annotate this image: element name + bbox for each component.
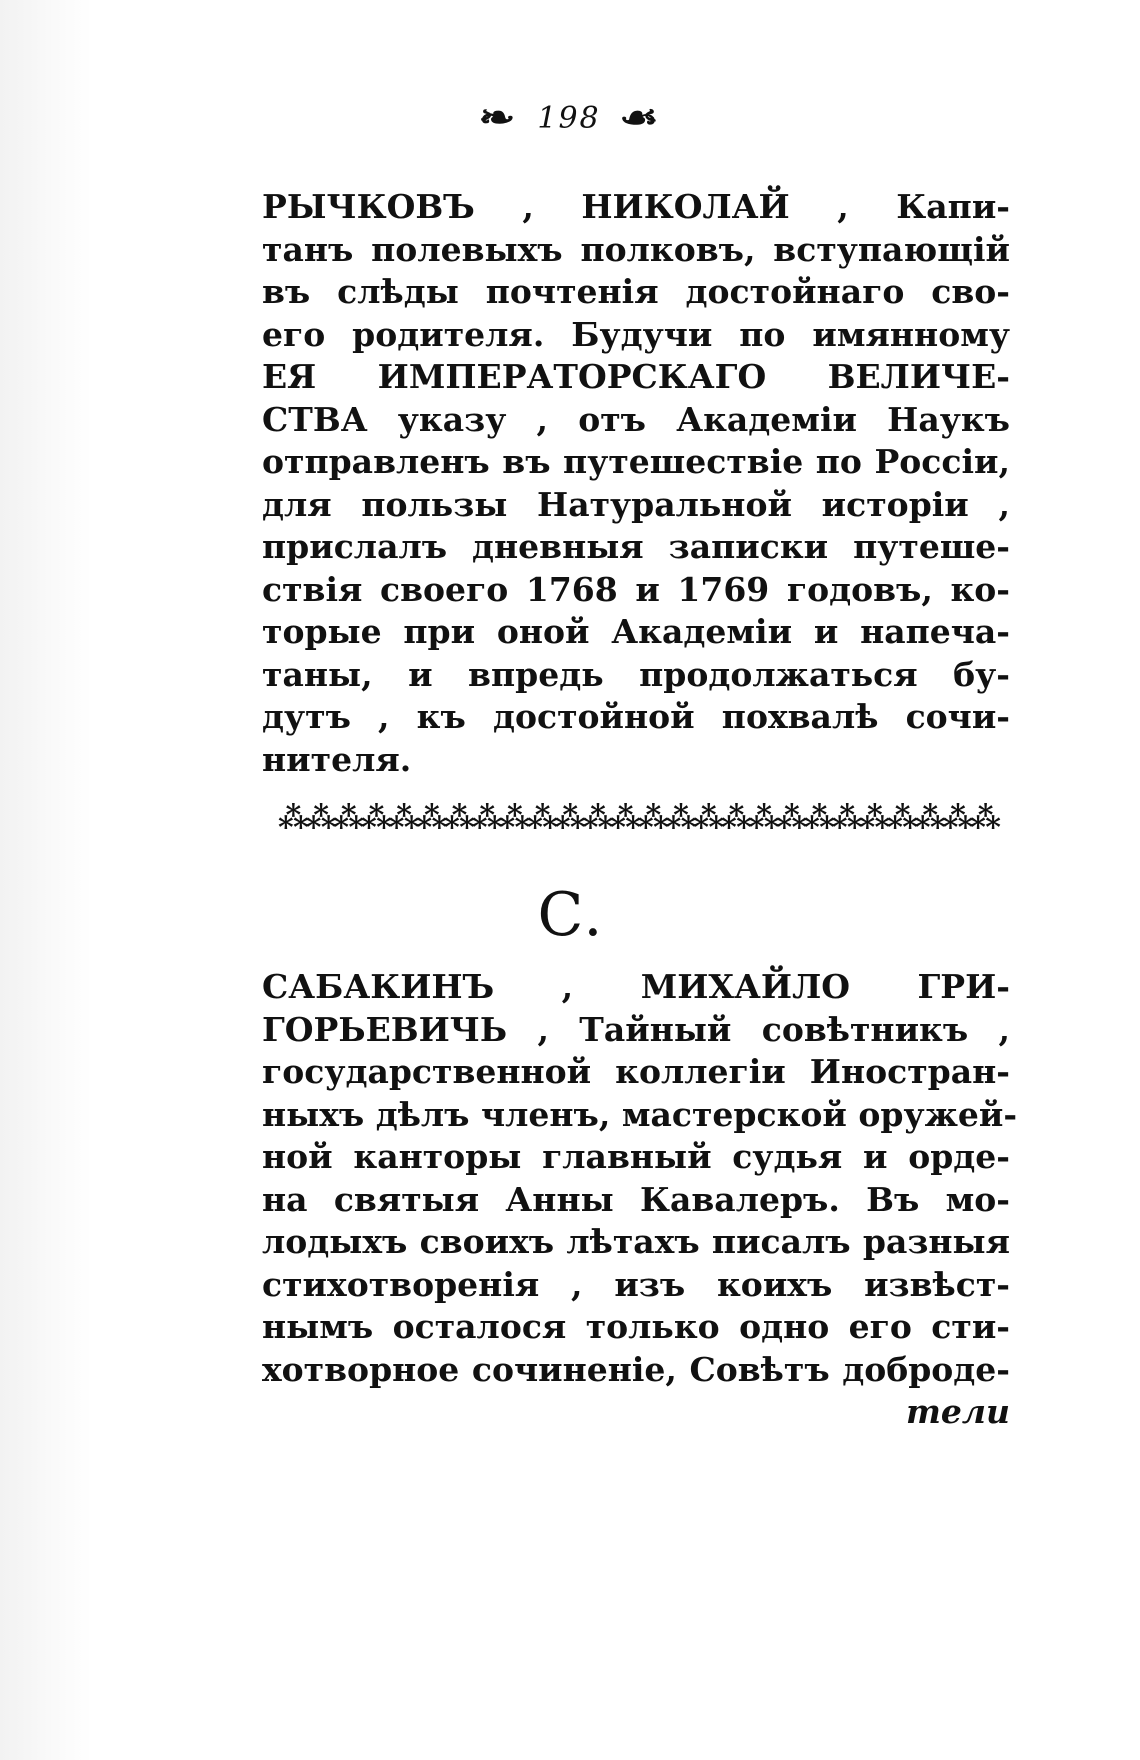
entry-line: дутъ , къ достойной похвалѣ сочи- bbox=[262, 697, 1010, 736]
ornamental-divider: ⁂⁂⁂⁂⁂⁂⁂⁂⁂⁂⁂⁂⁂⁂⁂⁂⁂⁂⁂⁂⁂⁂⁂⁂⁂⁂ bbox=[278, 801, 998, 836]
entry-sabakin bbox=[262, 966, 1018, 1434]
entry-line: ныхъ дѣлъ членъ, мастерской оружей- bbox=[262, 1094, 1018, 1134]
entry-line: въ слѣды почтенія достойнаго сво- bbox=[262, 272, 1010, 311]
entry-line: САБАКИНЪ , МИХАЙЛО ГРИ- bbox=[262, 967, 1010, 1006]
entry-line: ЕЯ ИМПЕРАТОРСКАГО ВЕЛИЧЕ- bbox=[262, 357, 1010, 396]
catchword: тели bbox=[905, 1392, 1010, 1431]
entry-line: хотворное сочиненіе, Совѣтъ доброде- bbox=[262, 1349, 1010, 1389]
entry-line: для пользы Натуральной исторіи , bbox=[262, 484, 1010, 524]
ornament-right-icon: ☙ bbox=[619, 98, 662, 138]
section-letter-heading: С. bbox=[537, 880, 603, 950]
entry-line: отправленъ въ путешествіе по Россіи, bbox=[262, 442, 1010, 481]
page-header bbox=[0, 96, 1140, 138]
entry-line: нителя. bbox=[262, 739, 412, 779]
entry-line: нымъ осталося только одно его сти- bbox=[262, 1307, 1010, 1346]
entry-line: РЫЧКОВЪ , НИКОЛАЙ , Капи- bbox=[262, 187, 1010, 226]
entry-rychkov bbox=[262, 186, 1010, 781]
entry-line: СТВА указу , отъ Академіи Наукъ bbox=[262, 399, 1010, 439]
entry-line: на святыя Анны Кавалеръ. Въ мо- bbox=[262, 1179, 1010, 1219]
entry-line: таны, и впредь продолжаться бу- bbox=[262, 654, 1010, 694]
entry-line: лодыхъ своихъ лѣтахъ писалъ разныя bbox=[262, 1222, 1010, 1261]
entry-line: его родителя. Будучи по имянному bbox=[262, 314, 1010, 354]
entry-line: прислалъ дневныя записки путеше- bbox=[262, 527, 1010, 566]
entry-line: торые при оной Академіи и напеча- bbox=[262, 612, 1010, 651]
entry-line: ствія своего 1768 и 1769 годовъ, ко- bbox=[262, 569, 1010, 609]
entry-line: ГОРЬЕВИЧЬ , Тайный совѣтникъ , bbox=[262, 1009, 1010, 1049]
entry-line: государственной коллегіи Иностран- bbox=[262, 1052, 1010, 1091]
page-number: 198 bbox=[537, 100, 601, 136]
ornament-left-icon: ❧ bbox=[478, 98, 519, 138]
entry-line: ной канторы главный судья и орде- bbox=[262, 1137, 1010, 1176]
entry-line: стихотворенія , изъ коихъ извѣст- bbox=[262, 1264, 1010, 1304]
entry-line: танъ полевыхъ полковъ, вступающій bbox=[262, 229, 1010, 269]
